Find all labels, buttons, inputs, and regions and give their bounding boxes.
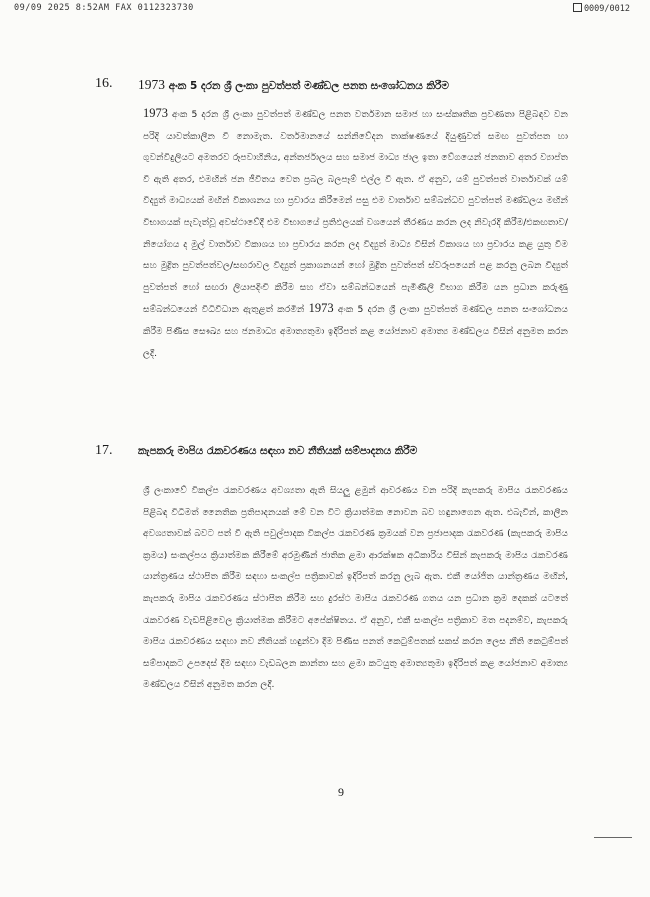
checkbox-icon bbox=[573, 3, 582, 12]
fax-page-count: 0009/0012 bbox=[583, 4, 630, 14]
section-16-body bbox=[143, 103, 568, 364]
section-16-title-year: 1973 bbox=[138, 77, 165, 92]
page-number: 9 bbox=[338, 785, 344, 799]
section-16-body-part2: අංක 5 දරන ශ්‍රී ලංකා පුවත්පත් මණ්ඩල පනත සංශෝධනය කිරීම පිණිස සෞඛ්‍ය සහ ජනමාධ්‍ය අමාත්‍යතුමා ඉදිරිපත් කළ යෝජනාව අමාත්‍ය මණ්ඩලය විසින් අනුමත කරන ලදී. bbox=[143, 304, 568, 359]
section-17-title: කැපකරු මාපිය රැකවරණය සඳහා නව නීතියක් සම්පාදනය කිරීම bbox=[138, 445, 418, 457]
section-16-body-part1: අංක 5 දරන ශ්‍රී ලංකා පුවත්පත් මණ්ඩල පනත වර්තමාන සමාජ හා සංස්කෘතික ප්‍රවණතා පිළිබඳව වන පරිදි යාවත්කාලීන වී නොමැත. වර්තමානයේ සන්නිවේදන තාක්ෂණයේ දියුණුවත් සමඟ පුවත්පත හා ගුවන්විදුලියට අමතරව රූපවාහිනිය, අන්තර්ජාලය සහ සමාජ මාධ්‍ය ජාල ඉතා වේගයෙන් ජනතාව අතර ව්‍යාප්ත වී ඇති අතර, එමඟින් ජන ජීවිතය වෙත ප්‍රබල බලපෑම් එල්ල වී ඇත. ඒ අනුව, යම් පුවත්පත් වාර්තාවක් යම් විද්‍යුත් මාධ්‍යයක් මඟින් විකාශනය හා ප්‍රචාරය කිරීමෙන් පසු එම වාර්තාව සම්බන්ධව පුවත්පත් මණ්ඩලය මඟින් විභාගයක් පැවැත්වූ අවස්ථාවේදී එම විභාගයේ ප්‍රතිඵලයක් වශයෙන් තීරණය කරන ලද නිවැරදි කිරීම/එකඟතාව/නියෝගය ද මුල් වාර්තාව විකාශය හා ප්‍රචාරය කරන ලද විද්‍යුත් මාධ්‍ය විසින් විකාශය හා ප්‍රචාරය කළ යුතු වීම සහ මුද්‍රිත පුවත්පත්වල/සඟරාවල විද්‍යුත් ප්‍රකාශනයන් හෝ මුද්‍රිත පුවත්පත් ස්වරූපයෙන් පළ කරනු ලබන විද්‍යුත් පුවත්පත් හෝ සඟරා ලියාපදිංචි කිරීම සහ ඒවා සම්බන්ධයෙන් පැමිණිලි විභාග කිරීම යන ප්‍රධාන කරුණු සම්බන්ධයෙන් විධිවිධාන ඇතුළත් කරමින් bbox=[143, 109, 568, 316]
fax-header-right bbox=[573, 3, 630, 14]
fax-header-left: 09/09 2025 8:52AM FAX 0112323730 bbox=[14, 3, 194, 13]
section-16-body-year: 1973 bbox=[143, 106, 168, 120]
section-16-title-text: අංක 5 දරන ශ්‍රී ලංකා පුවත්පත් මණ්ඩල පනත සංශෝධනය කිරීම bbox=[165, 80, 449, 92]
section-16-title bbox=[138, 77, 449, 93]
footer-dash bbox=[594, 837, 632, 838]
section-17-body: ශ්‍රී ලංකාවේ විකල්ප රැකවරණය අවශ්‍යතා ඇති සියලු ළමුන් ආවරණය වන පරිදි කැපකරු මාපිය රැකවරණය පිළිබඳ විධිමත් නෛතික ප්‍රතිපාදනයක් මේ වන විට ක්‍රියාත්මක නොවන බව හඳුනාගෙන ඇත. එබැවින්, කාලීන අවශ්‍යතාවක් බවට පත් වී ඇති පවුල්පාදක විකල්ප රැකවරණ ක්‍රමයක් වන ප්‍රජාපාදක රැකවරණ (කැපකරු මාපිය ක්‍රමය) සංකල්පය ක්‍රියාත්මක කිරීමේ අරමුණින් ජාතික ළමා ආරක්ෂක අධිකාරිය විසින් කැපකරු මාපිය රැකවරණ යාන්ත්‍රණය ස්ථාපිත කිරීම සඳහා සංකල්ප පත්‍රිකාවක් ඉදිරිපත් කරනු ලැබ ඇත. එකී යෝජිත යාන්ත්‍රණය මඟින්, කැපකරු මාපිය රැකවරණය ස්ථාපිත කිරීම සහ දුරස්ථ මාපිය රැකවරණ ගතය යන ප්‍රධාන ක්‍රම දෙකක් යටතේ රැකවරණ වැඩපිළිවෙල ක්‍රියාත්මක කිරීමට අපේක්ෂිතය. ඒ අනුව, එකී සංකල්ප පත්‍රිකාව මත පදනම්ව, කැපකරු මාපිය රැකවරණය සඳහා නව නීතියක් හඳුන්වා දීම පිණිස පනත් කෙටුම්පතක් සකස් කරන ලෙස නීති කෙටුම්පත් සම්පාදකට උපදෙස් දීම සඳහා වැඩබලන කාන්තා සහ ළමා කටයුතු අමාත්‍යතුමා ඉදිරිපත් කළ යෝජනාව අමාත්‍ය මණ්ඩලය විසින් අනුමත කරන ලදී. bbox=[143, 485, 568, 691]
section-16-number: 16. bbox=[95, 76, 113, 91]
section-16-body-year-2: 1973 bbox=[308, 301, 334, 316]
section-17-number: 17. bbox=[95, 443, 113, 458]
